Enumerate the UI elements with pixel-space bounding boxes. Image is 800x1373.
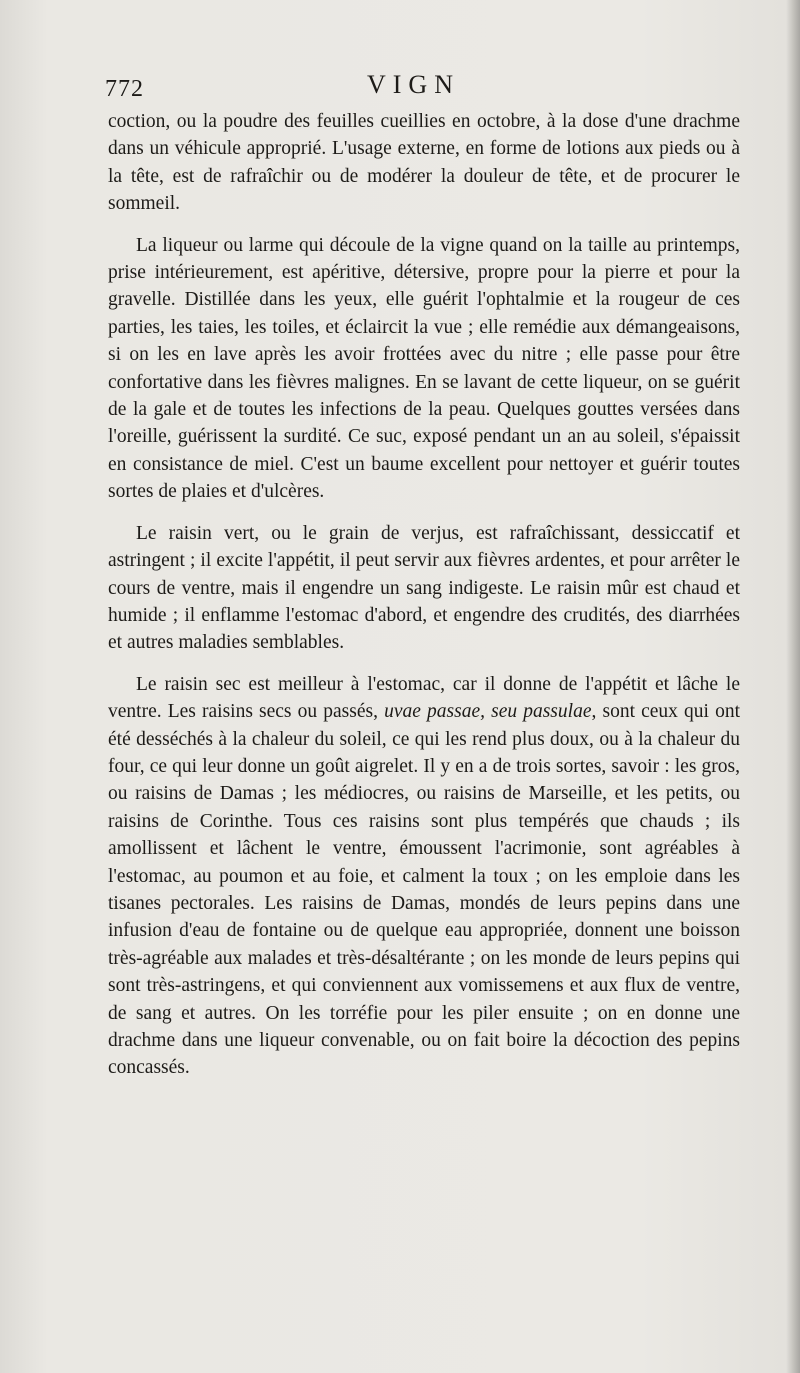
page-edge-shadow [786, 0, 800, 1373]
paragraph-raisin-vert: Le raisin vert, ou le grain de verjus, est rafraîchissant, dessiccatif et astringent ; il excite l'appétit, il peut servir aux fièvres ardentes, et pour arrêter le cours de ventre, mais il engendre un sang indigeste. Le raisin mûr est chaud et humide ; il enflamme l'estomac d'abord, et engendre des crudités, des diarrhées et autres maladies semblables. [108, 522, 740, 654]
running-head: VIGN [367, 70, 460, 99]
paragraph-continuation: coction, ou la poudre des feuilles cueillies en octobre, à la dose d'une drachme dans un véhicule approprié. L'usage externe, en forme de lotions aux pieds ou à la tête, est de rafraîchir ou de modérer la douleur de tête, et de procurer le sommeil. [108, 111, 740, 215]
body-text [108, 108, 740, 1082]
raisin-sec-text-end: , sont ceux qui ont été desséchés à la chaleur du soleil, ce qui les rend plus doux, ou à la chaleur du four, ce qui leur donne un goût aigrelet. Il y en a de trois sortes, savoir : les gros, ou raisins de Damas ; les médiocres, ou raisins de Marseille, et les petits, ou raisins de Corinthe. Tous ces raisins sont plus tempérés que chauds ; ils amollissent et lâchent le ventre, émoussent l'acrimonie, sont agréables à l'estomac, au poumon et au foie, et calment la toux ; on les emploie dans les tisanes pectorales. Les raisins de Damas, mondés de leurs pepins dans une infusion d'eau de fontaine ou de quelque eau appropriée, donnent une boisson très-agréable aux malades et très-désaltérante ; on les monde de leurs pepins qui sont très-astringens, et qui conviennent aux vomissemens et aux flux de ventre, de sang et autres. On les torréfie pour les piler ensuite ; on en donne une drachme dans une liqueur convenable, ou on fait boire la décoction des pepins concassés. [108, 701, 741, 1079]
raisin-sec-text-start: Le raisin sec est meilleur à l'estomac, car il donne de l'appétit et lâche le ventre. Les raisins secs ou passés, [108, 673, 740, 723]
page-number: 772 [105, 76, 144, 102]
page-header [105, 70, 739, 110]
latin-term: uvae passae, seu passulae [384, 701, 592, 723]
paragraph-raisin-sec [108, 671, 740, 1082]
paragraph-liqueur: La liqueur ou larme qui découle de la vigne quand on la taille au printemps, prise intérieurement, est apéritive, détersive, propre pour la pierre et pour la gravelle. Distillée dans les yeux, elle guérit l'ophtalmie et la rougeur de ces parties, les taies, les toiles, et éclaircit la vue ; elle remédie aux démangeaisons, si on les en lave après les avoir frottées avec du nitre ; elle passe pour être confortative dans les fièvres malignes. En se lavant de cette liqueur, on se guérit de la gale et de toutes les infections de la peau. Quelques gouttes versées dans l'oreille, guérissent la surdité. Ce suc, exposé pendant un an au soleil, s'épaissit en consistance de miel. C'est un baume excellent pour nettoyer et guérir toutes sortes de plaies et d'ulcères. [108, 234, 740, 503]
